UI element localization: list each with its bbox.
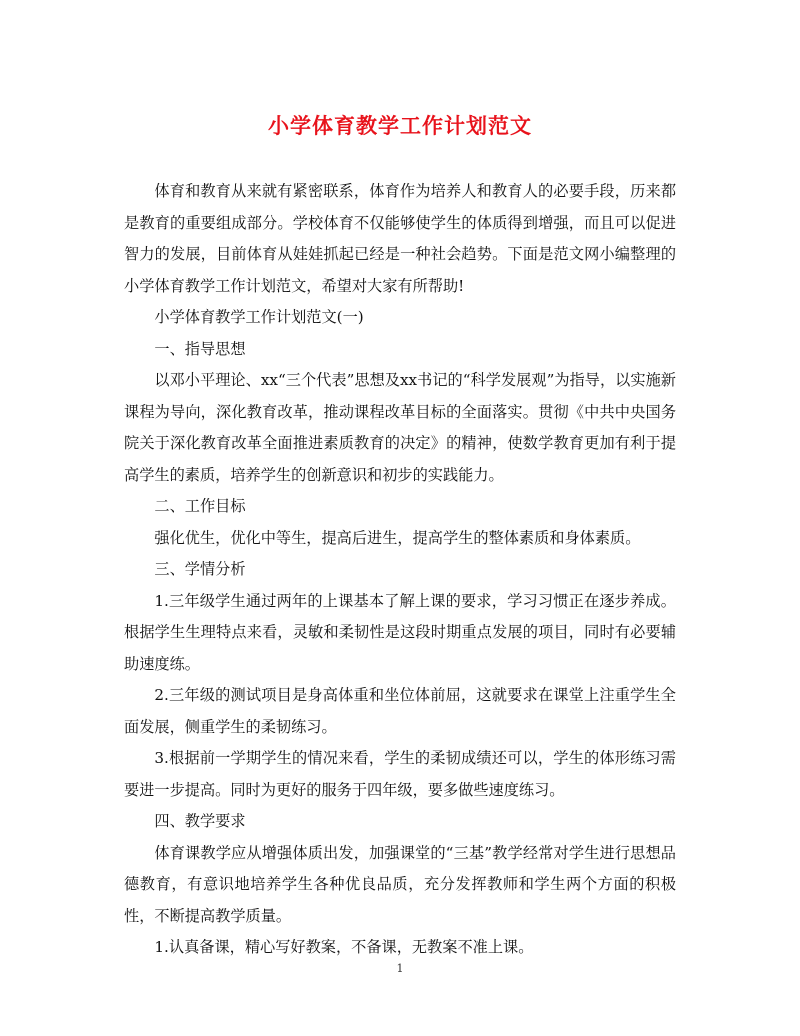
paragraph-analysis-2: 2.三年级的测试项目是身高体重和坐位体前屈，这就要求在课堂上注重学生全面发展，侧重学生的柔韧练习。 [124, 686, 676, 736]
heading-work-goals: 二、工作目标 [154, 497, 246, 515]
heading-guiding-ideology: 一、指导思想 [154, 339, 246, 358]
paragraph-guiding-ideology: 以邓小平理论、xx“三个代表”思想及xx书记的“科学发展观”为指导，以实施新课程为导向，深化教育改革，推动课程改革目标的全面落实。贯彻《中共中央国务院关于深化教育改革全面推进素质教育的决定》的精神，使数学教育更加有利于提高学生的素质，培养学生的创新意识和初步的实践能力。 [124, 371, 676, 484]
paragraph-section-heading: 小学体育教学工作计划范文(一) [154, 308, 364, 326]
heading-teaching-requirements: 四、教学要求 [154, 812, 246, 830]
paragraph-teaching-requirements: 体育课教学应从增强体质出发，加强课堂的“三基”教学经常对学生进行思想品德教育，有意识地培养学生各种优良品质，充分发挥教师和学生两个方面的积极性，不断提高教学质量。 [124, 843, 676, 925]
paragraph-analysis-1: 1.三年级学生通过两年的上课基本了解上课的要求，学习习惯正在逐步养成。根据学生生理特点来看，灵敏和柔韧性是这段时期重点发展的项目，同时有必要辅助速度练。 [124, 591, 676, 673]
page-number: 1 [396, 962, 404, 975]
paragraph-requirement-1: 1.认真备课，精心写好教案，不备课，无教案不准上课。 [154, 938, 534, 956]
heading-student-analysis: 三、学情分析 [154, 560, 246, 578]
document-title: 小学体育教学工作计划范文 [268, 113, 532, 138]
paragraph-analysis-3: 3.根据前一学期学生的情况来看，学生的柔韧成绩还可以，学生的体形练习需要进一步提高。同时为更好的服务于四年级，要多做些速度练习。 [124, 749, 676, 799]
paragraph-work-goals: 强化优生，优化中等生，提高后进生，提高学生的整体素质和身体素质。 [154, 528, 641, 547]
paragraph-intro: 体育和教育从来就有紧密联系，体育作为培养人和教育人的必要手段，历来都是教育的重要组成部分。学校体育不仅能够使学生的体质得到增强，而且可以促进智力的发展，目前体育从娃娃抓起已经是一种社会趋势。下面是范文网小编整理的小学体育教学工作计划范文，希望对大家有所帮助! [124, 182, 676, 295]
document-body [124, 176, 676, 964]
